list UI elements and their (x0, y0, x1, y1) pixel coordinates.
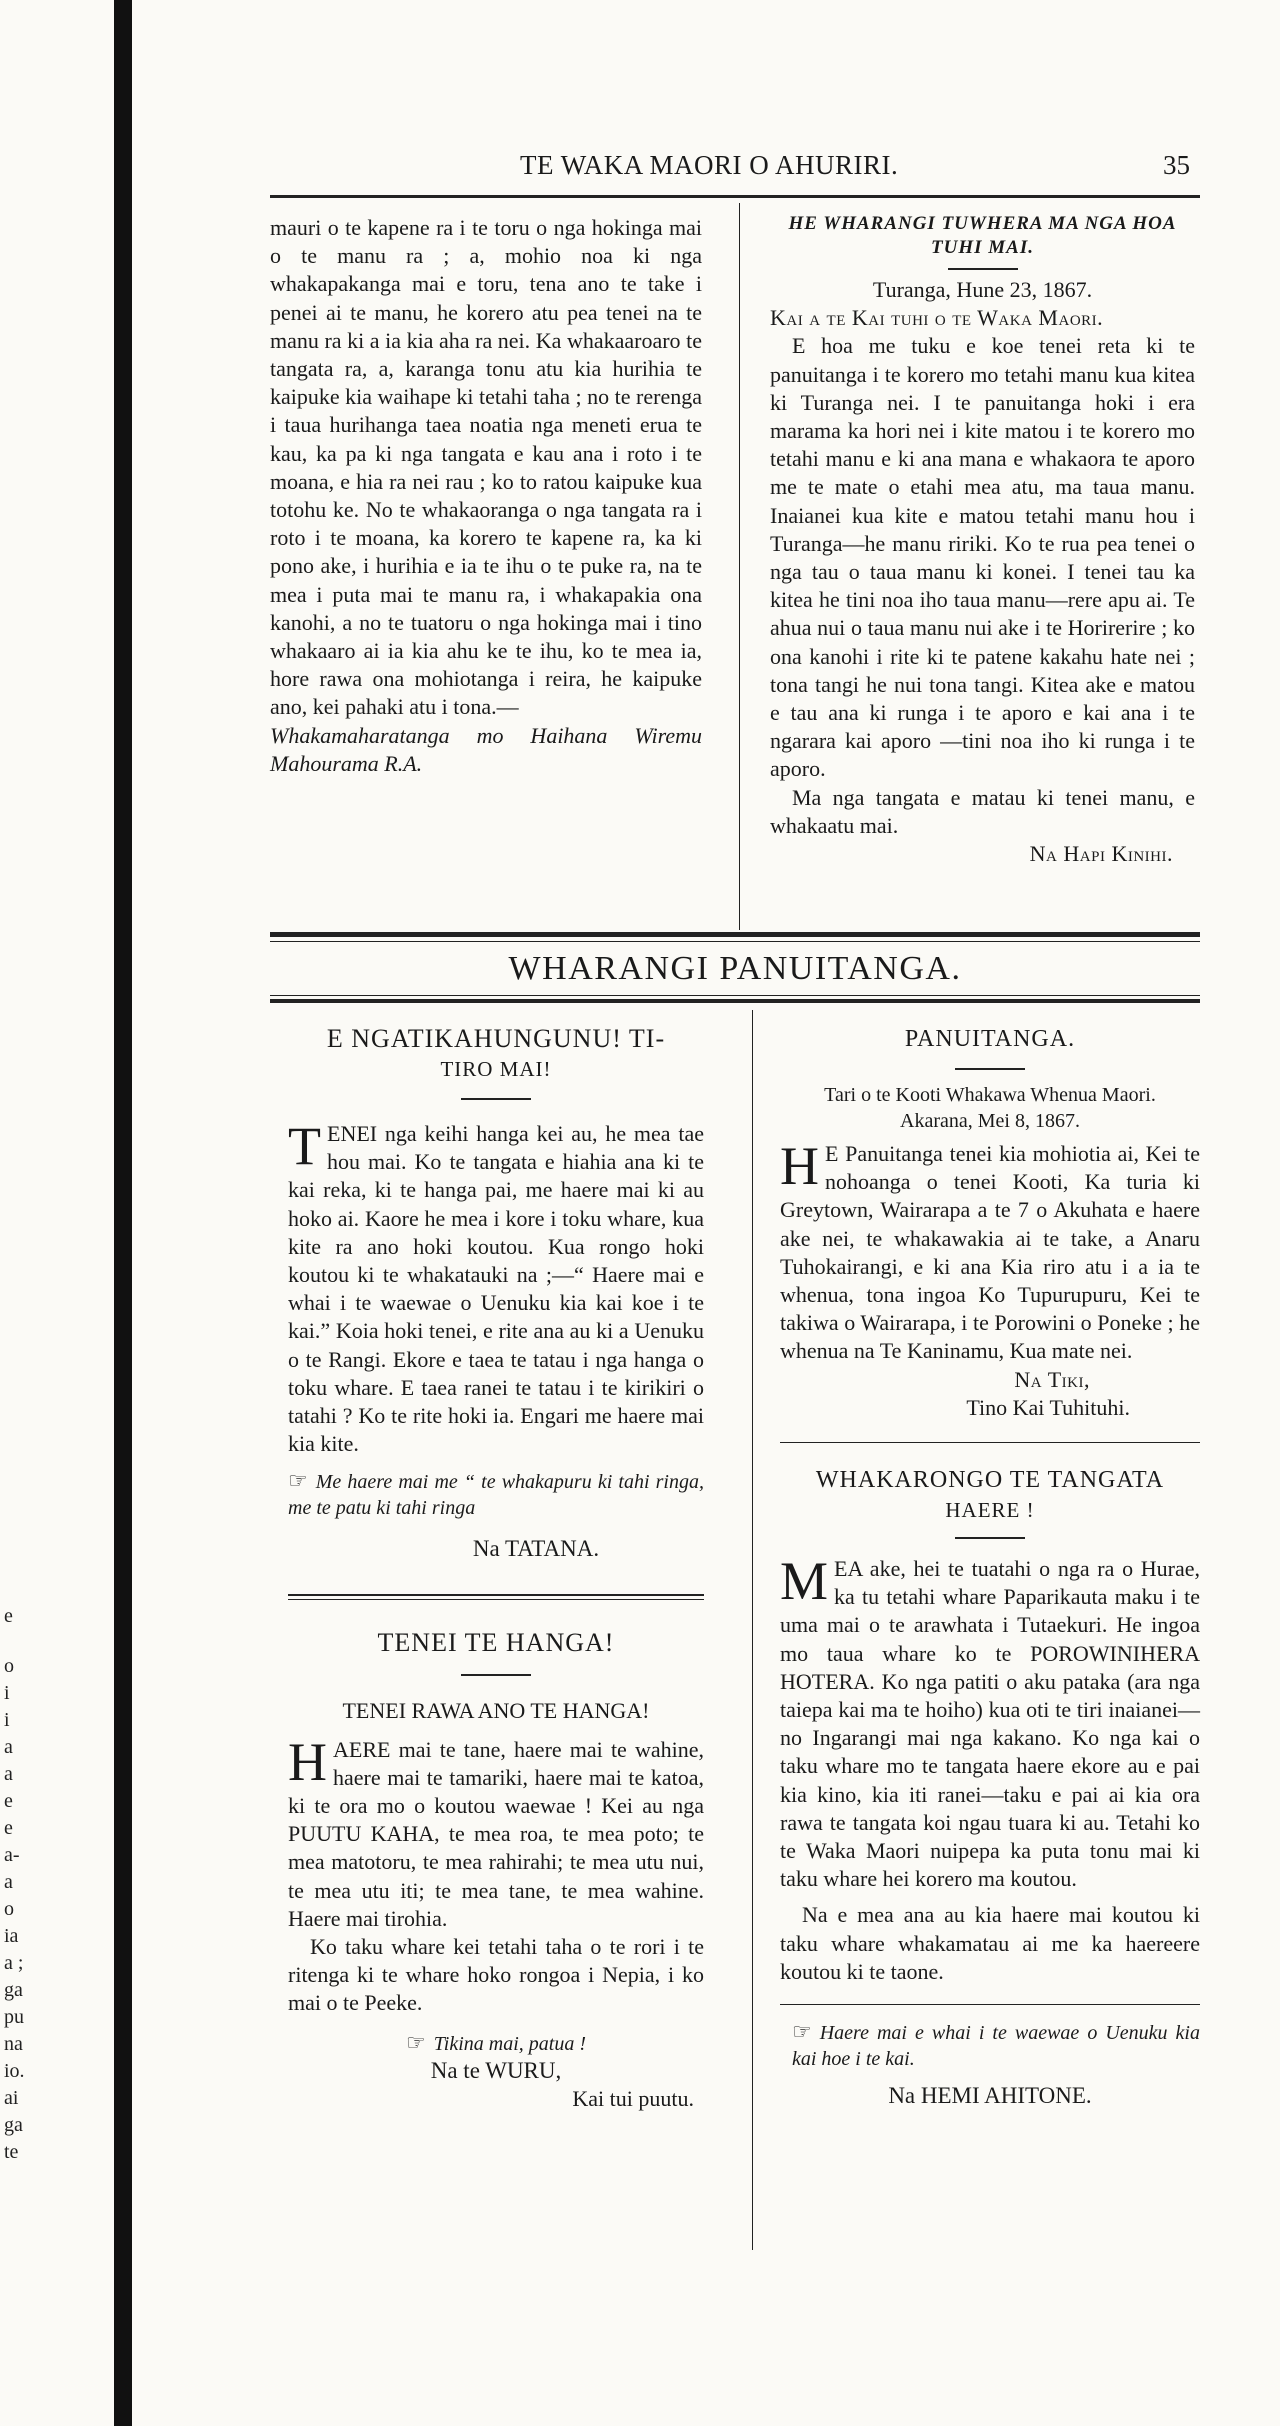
edge-fragment: pu (4, 2006, 24, 2028)
ad-note (288, 2030, 704, 2057)
ad-signature-title: Kai tui puutu. (572, 2085, 694, 2111)
ad-signature: Na TATANA. (472, 1536, 600, 1562)
ad-body-text: ENEI nga keihi hanga kei au, he mea tae hou mai. Ko te tangata e hiahia ana ki te kai reka, ki te hanga pai, me haere mai ki au hoko ai. Kaore he mea i kore i toku whare, kua kite ra ano hoki koutou. Kua rongo hoki koutou ki te whakatauki na ;—“ Haere mai e whai i te waewae o Uenuku kia kai koe i te kai.” Koia hoki tenei, e rite ana au ki a Uenuku o te Rangi. Ekore e taea te tatau i nga hanga o toku whare. E taea ranei te tatau i te kirikiri o tatahi ? Ko te rite hoki ia. Engari me haere mai kia kite. (288, 1121, 704, 1457)
drop-cap: H (288, 1731, 327, 1792)
edge-fragment: e (4, 1790, 13, 1812)
ad-body-text: E Panuitanga tenei kia mohiotia ai, Kei te nohoanga o tenei Kooti, Ka turia ki Greytown, Wairarapa a te 7 o Akuhata e haere ake nei, te whakawakia ai te take, a Anaru Tuhokairangi, e ki ana Kia riro atu i a ia te whenua, tona ingoa Ko Tupurupuru, Kei te takiwa o Wairarapa, i te Porowini o Poneke ; he whenua na Te Kaninamu, Kua mate nei. (780, 1141, 1200, 1364)
newspaper-title: TE WAKA MAORI O AHURIRI. (520, 150, 899, 180)
drop-cap: M (780, 1551, 829, 1612)
ad-separator (780, 1442, 1200, 1443)
drop-cap: H (780, 1136, 819, 1196)
ad-heading-ngatikahungunu (288, 1022, 704, 1082)
edge-fragment: te (4, 2141, 19, 2163)
edge-fragment: a (4, 1763, 13, 1785)
ad-note (288, 1468, 704, 1521)
ad-subheading: TENEI RAWA ANO TE HANGA! (342, 1697, 650, 1723)
ad-separator (780, 2004, 1200, 2005)
ad-body-ngatikahungunu (288, 1116, 704, 1458)
ad-body-text: EA ake, hei te tuatahi o nga ra o Hurae, ka tu tetahi whare Paparikauta maku i te uma mai o te arawhata i Tutaekuri. He ingoa mo taua whare ko te POROWINIHERA HOTERA. Ko nga patiti o aku pataka (ara nga taiepa kai ma te hoiho) kua oti te tiri inaianei—no Ingarangi mai nga kakano. Ko nga kai o taku whare mo te tangata haere ekore au e pai kia kino, kia iti ranei—taku e pai ai kia ora rawa te tangata koi ngau tuara ki au. Tetahi ko te Waka Maori nuipepa ka puta tonu mai ki taku whare hei korero ma koutou. (780, 1556, 1200, 1892)
letter-body: E hoa me tuku e koe tenei reta ki te panuitanga i te korero mo tetahi manu kua kitea ki Turanga nei. I te panuitanga hoki i era marama ka hori nei i kite matou i te korero mo tetahi manu e ki ana mana e whakaora te aporo me te mate o etahi mea atu, ma taua manu. Inaianei kua kite e matou tetahi manu hou i Turanga—he manu ririki. Ko te rua pea tenei o nga tau o taua manu ki konei. I tenei tau ka kitea he tini noa iho taua manu—rere apu ai. Te ahua nui o taua manu nui ake i te Horirerire ; ko ona kanohi i rite ki te patene kakahu hate nei ; tona tangi he nui tona tangi. Kitea ake e matou e tau ana ki runga i te aporo e kai ana i te ngarara kai aporo —tini noa iho ki runga i te aporo. (770, 333, 1195, 782)
advert-column-right (780, 1022, 1200, 2110)
column-divider-top (739, 203, 740, 930)
edge-fragment: na (4, 2033, 23, 2055)
ad-heading-panuitanga: PANUITANGA. (904, 1026, 1076, 1052)
ad-heading-line: E NGATIKAHUNGUNU! TI- (326, 1024, 666, 1053)
ad-separator (288, 1594, 704, 1596)
ad-heading-whakarongo (780, 1465, 1200, 1525)
letter-addressee: Kai a te Kai tuhi o te Waka Maori. (770, 305, 1104, 331)
edge-fragment: io. (4, 2060, 25, 2082)
pointing-hand-icon: ☞ (792, 2019, 812, 2045)
section-title-rule-thin (270, 995, 1200, 996)
edge-fragment: ga (4, 2114, 23, 2136)
ad-heading-line: HAERE ! (945, 1498, 1035, 1523)
edge-fragment: o (4, 1898, 14, 1920)
open-letter-column (770, 212, 1195, 868)
pointing-hand-icon: ☞ (288, 1468, 308, 1494)
pointing-hand-icon: ☞ (406, 2029, 426, 2055)
running-header (270, 150, 1200, 186)
ad-body-whakarongo-2: Na e mea ana au kia haere mai koutou ki taku whare whakamatau ai me ka haereere koutou ki te taone. (780, 1902, 1200, 1984)
section-title: WHARANGI PANUITANGA. (508, 950, 962, 987)
page-binding (114, 0, 132, 2426)
section-rule-thick (270, 932, 1200, 937)
edge-fragment: o (4, 1655, 14, 1677)
ad-body-panuitanga (780, 1136, 1200, 1366)
edge-fragment: ia (4, 1925, 19, 1947)
ad-heading-line: TIRO MAI! (440, 1057, 552, 1081)
ad-date: Akarana, Mei 8, 1867. (900, 1110, 1080, 1132)
edge-fragment: i (4, 1709, 10, 1731)
ad-heading-line: WHAKARONGO TE TANGATA (815, 1467, 1165, 1494)
edge-fragment: a (4, 1871, 13, 1893)
short-rule (461, 1674, 531, 1676)
section-rule-thin (270, 941, 1200, 942)
advert-column-left (288, 1022, 704, 2113)
column-divider-bottom (752, 1010, 753, 2250)
ad-office: Tari o te Kooti Whakawa Whenua Maori. (824, 1084, 1156, 1106)
short-rule (955, 1537, 1025, 1539)
ad-separator-thin (288, 1599, 704, 1600)
edge-fragment: a (4, 1736, 13, 1758)
ad-signature: Na HEMI AHITONE. (888, 2083, 1092, 2109)
letter-signature: Na Hapi Kinihi. (1029, 841, 1173, 867)
section-title-rule-thick (270, 999, 1200, 1003)
story-continuation (270, 214, 702, 778)
ad-body-tenei-2: Ko taku whare kei tetahi taha o te rori i te ritenga ki te whare hoko rongoa i Nepia, i ko mai o te Peeke. (288, 1934, 704, 2016)
short-rule (955, 1068, 1025, 1070)
letters-heading: HE WHARANGI TUWHERA MA NGA HOA TUHI MAI. (788, 213, 1177, 258)
edge-fragment: a- (4, 1844, 20, 1866)
header-rule (270, 195, 1200, 198)
ad-note (780, 2019, 1200, 2072)
ad-body-text: AERE mai te tane, haere mai te wahine, haere mai te tamariki, haere mai te katoa, ki te ora mo o koutou waewae ! Kei au nga PUUTU KAHA, te mea roa, te mea poto; te mea matotoru, te mea rahirahi; te mea utu nui, te mea utu iti; te mea tane, te mea wahine. Haere mai tirohia. (288, 1736, 704, 1931)
ad-note-text: Tikina mai, patua ! (433, 2032, 586, 2055)
ad-heading-tenei: TENEI TE HANGA! (377, 1627, 615, 1657)
short-rule (461, 1098, 531, 1100)
drop-cap: T (288, 1116, 321, 1176)
ad-body-tenei (288, 1731, 704, 1933)
edge-fragment: a ; (4, 1952, 24, 1974)
ad-note-text: Me haere mai me “ te whakapuru ki tahi ringa, me te patu ki tahi ringa (288, 1471, 704, 1520)
edge-fragment: ai (4, 2087, 19, 2109)
page-number: 35 (1163, 150, 1190, 180)
ad-signature: Na Tiki, (1014, 1366, 1090, 1392)
ad-body-whakarongo (780, 1551, 1200, 1893)
letter-closing: Ma nga tangata e matau ki tenei manu, e whakaatu mai. (770, 784, 1195, 838)
ad-signature: Na te WURU, (430, 2057, 562, 2083)
letter-dateline: Turanga, Hune 23, 1867. (872, 277, 1093, 302)
edge-fragment: ga (4, 1979, 23, 2001)
edge-fragment: i (4, 1682, 10, 1704)
story-text: mauri o te kapene ra i te toru o nga hokinga mai o te manu ra ; a, mohio noa ki nga whakapakanga mai e toru, tena ano te take i penei ai te manu, he korero atu pea tenei na te manu ra ki a ia kia aha ra nei. Ka whakaaroaro te tangata ra, a, karanga tonu atu kia hurihia te kaipuke kia waihape ki tetahi taha ; no te rerenga i taua hurihanga taea noatia nga meneti erua te kau, ka pa ki nga tangata e kau ana i roto i te moana, e hia ra nei rau ; ko to ratou kaipuke kua totohu ke. No te whakaoranga o nga tangata ra i roto i te moana, ka korero te kapene ra, ka ki pono ake, i hurihia e ia te ihu o te puke ra, na te mea i puta mai te manu ra, i whakapakia ona kanohi, a no te tuatoru o nga hokinga mai i tino whakaaro ai ia kia ahu ke te ihu, ko te mea ia, hore rawa ona mohiotanga i reira, he kaipuke ano, kei pahaki atu i tona.— (270, 215, 702, 720)
edge-fragment: e (4, 1605, 13, 1627)
adjacent-page-edge (0, 0, 110, 2426)
edge-fragment: e (4, 1817, 13, 1839)
ad-signature-title: Tino Kai Tuhituhi. (966, 1394, 1130, 1420)
ad-note-text: Haere mai e whai i te waewae o Uenuku kia kai hoe i te kai. (792, 2022, 1200, 2071)
short-rule (948, 268, 1018, 270)
story-credit: Whakamaharatanga mo Haihana Wiremu Mahourama R.A. (270, 722, 702, 776)
